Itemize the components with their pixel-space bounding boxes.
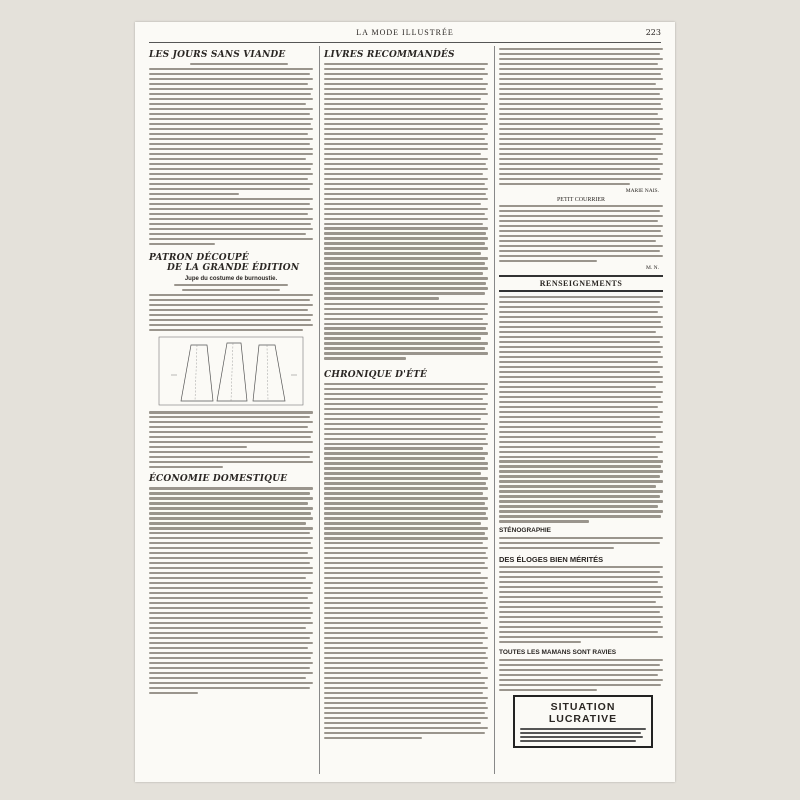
- pattern-illustration: [151, 335, 311, 407]
- left-column: [149, 46, 313, 774]
- skirt-pattern-drawing: [151, 335, 311, 407]
- petit-courrier-text: [499, 205, 663, 262]
- article-heading-livres: LIVRES RECOMMANDÉS: [324, 50, 455, 60]
- article-text-jours-sans-viande: [149, 63, 313, 195]
- running-title: LA MODE ILLUSTRÉE: [356, 28, 454, 37]
- column-divider-1: [319, 46, 320, 774]
- advertisement-box: [513, 695, 653, 748]
- advertisement-title: SITUATION LUCRATIVE: [548, 701, 618, 726]
- renseignements-heading: RENSEIGNEMENTS: [499, 275, 663, 292]
- article-text-economie: [149, 487, 313, 694]
- stenographie-notice: [499, 527, 663, 535]
- eloges-text: [499, 566, 663, 643]
- article-heading-patron: [149, 253, 313, 273]
- patron-intro-text: [149, 284, 313, 331]
- article-heading-jours-sans-viande: LES JOURS SANS VIANDE: [149, 50, 286, 60]
- article-heading-chronique: CHRONIQUE D'ÉTÉ: [324, 369, 428, 380]
- article-text-right-top: [499, 48, 663, 185]
- petit-courrier-heading: PETIT COURRIER: [556, 196, 606, 203]
- magazine-page: [135, 22, 675, 782]
- patron-subheading: Jupe du costume de burnoustie.: [184, 276, 278, 283]
- page-number: 223: [645, 28, 661, 37]
- renseignements-text: [499, 296, 663, 523]
- running-head: [135, 28, 675, 42]
- column-divider-2: [494, 46, 495, 774]
- eloges-heading: DES ÉLOGES BIEN MÉRITÉS: [499, 554, 604, 564]
- mamans-heading: TOUTES LES MAMANS SONT RAVIES: [499, 648, 617, 656]
- header-rule: [149, 42, 661, 43]
- article-text-recipe-2: [149, 198, 313, 245]
- article-text-livres-1: [324, 63, 488, 300]
- article-text-chronique: [324, 383, 488, 739]
- article-text-livres-2: [324, 303, 488, 360]
- article-heading-economie: ÉCONOMIE DOMESTIQUE: [149, 474, 288, 485]
- mamans-text: [499, 659, 663, 691]
- stenographie-text: [499, 537, 663, 549]
- signature-mn: M. N.: [646, 265, 659, 271]
- heading-patron-line2: DE LA GRANDE ÉDITION: [167, 263, 300, 274]
- signature-marie-nais: MARIE NAIS.: [625, 187, 659, 194]
- middle-column: [324, 46, 488, 774]
- heading-patron-line1: PATRON DÉCOUPÉ: [149, 253, 249, 264]
- stenographie-label: STÉNOGRAPHIE: [499, 526, 552, 534]
- right-column: [499, 46, 663, 774]
- patron-body-text: [149, 411, 313, 468]
- advertisement-text: [520, 728, 646, 742]
